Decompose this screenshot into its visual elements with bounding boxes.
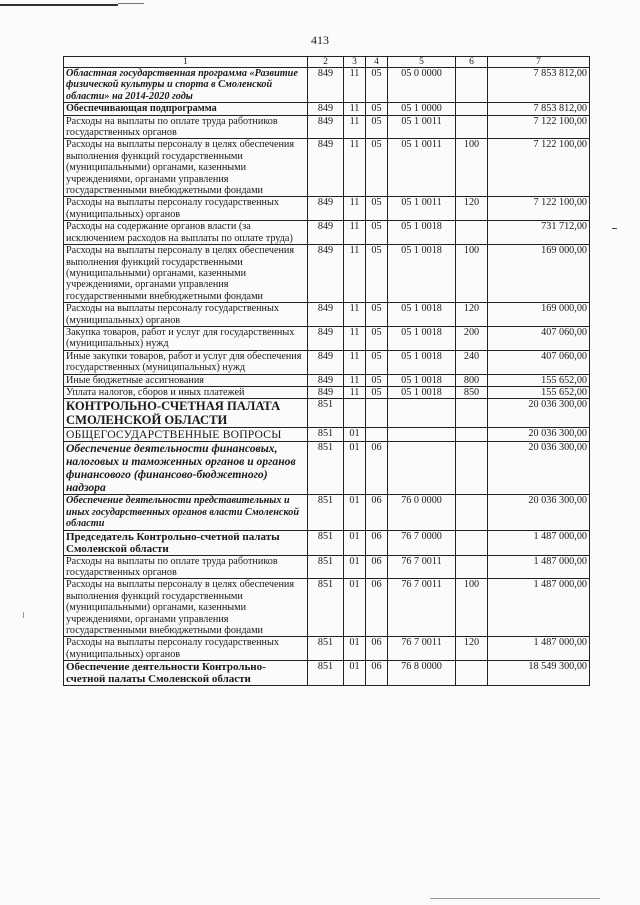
amount: 7 853 812,00: [488, 103, 590, 115]
amount: 155 652,00: [488, 374, 590, 386]
expense-type-code: 850: [456, 386, 488, 398]
scan-top-rule: [0, 4, 118, 6]
expense-type-code: 120: [456, 637, 488, 661]
ministry-code: 849: [308, 386, 344, 398]
target-article-code: [388, 399, 456, 428]
item-name: Расходы на выплаты персоналу в целях обеспечения выполнения функций государственными (муниципальными) органами, казенными учреждениями, органами управления государственными внебюджетными фондами: [64, 139, 308, 197]
target-article-code: 05 1 0011: [388, 139, 456, 197]
item-name: ОБЩЕГОСУДАРСТВЕННЫЕ ВОПРОСЫ: [64, 428, 308, 442]
item-name: Обеспечение деятельности финансовых, налоговых и таможенных органов и органов финансового (финансово-бюджетного) надзора: [64, 442, 308, 495]
item-name: Обеспечение деятельности представительных и иных государственных органов власти Смоленской области: [64, 495, 308, 530]
section-code: 11: [344, 103, 366, 115]
ministry-code: 849: [308, 374, 344, 386]
subsection-code: 05: [366, 245, 388, 303]
amount: 20 036 300,00: [488, 495, 590, 530]
table-row: [64, 637, 590, 661]
expense-type-code: [456, 495, 488, 530]
amount: 407 060,00: [488, 350, 590, 374]
table-row: [64, 495, 590, 530]
target-article-code: 05 0 0000: [388, 68, 456, 103]
item-name: Расходы на выплаты персоналу государственных (муниципальных) органов: [64, 637, 308, 661]
target-article-code: 05 1 0000: [388, 103, 456, 115]
ministry-code: 851: [308, 579, 344, 637]
item-name: Обеспечивающая подпрограмма: [64, 103, 308, 115]
expense-type-code: [456, 442, 488, 495]
header-cell: 1: [64, 57, 308, 68]
subsection-code: 06: [366, 495, 388, 530]
expense-type-code: 100: [456, 579, 488, 637]
target-article-code: 05 1 0018: [388, 326, 456, 350]
amount: 731 712,00: [488, 221, 590, 245]
item-name: КОНТРОЛЬНО-СЧЕТНАЯ ПАЛАТА СМОЛЕНСКОЙ ОБЛАСТИ: [64, 399, 308, 428]
ministry-code: 849: [308, 245, 344, 303]
section-code: 11: [344, 386, 366, 398]
subsection-code: 05: [366, 303, 388, 327]
target-article-code: 05 1 0018: [388, 303, 456, 327]
target-article-code: 76 7 0011: [388, 555, 456, 579]
amount: 1 487 000,00: [488, 637, 590, 661]
section-code: 11: [344, 139, 366, 197]
section-code: 11: [344, 221, 366, 245]
table-row: [64, 350, 590, 374]
section-code: 11: [344, 245, 366, 303]
ministry-code: 849: [308, 326, 344, 350]
amount: 1 487 000,00: [488, 530, 590, 555]
target-article-code: 05 1 0018: [388, 221, 456, 245]
scan-top-rule-tail: [118, 3, 144, 4]
header-cell: 3: [344, 57, 366, 68]
target-article-code: 05 1 0018: [388, 350, 456, 374]
section-code: 01: [344, 555, 366, 579]
ministry-code: 849: [308, 115, 344, 139]
section-code: 11: [344, 197, 366, 221]
header-cell: 7: [488, 57, 590, 68]
expense-type-code: 100: [456, 139, 488, 197]
amount: 407 060,00: [488, 326, 590, 350]
subsection-code: 06: [366, 579, 388, 637]
item-name: Иные закупки товаров, работ и услуг для обеспечения государственных (муниципальных) нужд: [64, 350, 308, 374]
target-article-code: 76 7 0011: [388, 637, 456, 661]
section-code: 11: [344, 350, 366, 374]
subsection-code: 05: [366, 374, 388, 386]
section-code: 01: [344, 495, 366, 530]
ministry-code: 849: [308, 221, 344, 245]
amount: 7 122 100,00: [488, 197, 590, 221]
section-code: 11: [344, 374, 366, 386]
ministry-code: 851: [308, 555, 344, 579]
amount: 169 000,00: [488, 303, 590, 327]
section-code: 11: [344, 303, 366, 327]
header-cell: 6: [456, 57, 488, 68]
ministry-code: 851: [308, 442, 344, 495]
target-article-code: [388, 428, 456, 442]
item-name: Расходы на выплаты персоналу государственных (муниципальных) органов: [64, 303, 308, 327]
target-article-code: 76 7 0000: [388, 530, 456, 555]
section-code: 11: [344, 326, 366, 350]
table-row: [64, 221, 590, 245]
amount: 20 036 300,00: [488, 442, 590, 495]
item-name: Расходы на выплаты персоналу в целях обеспечения выполнения функций государственными (муниципальными) органами, казенными учреждениями, органами управления государственными внебюджетными фондами: [64, 579, 308, 637]
table-row: [64, 139, 590, 197]
expense-type-code: [456, 428, 488, 442]
subsection-code: 05: [366, 197, 388, 221]
scan-speck: [23, 612, 24, 618]
amount: 155 652,00: [488, 386, 590, 398]
table-row: [64, 245, 590, 303]
section-code: 01: [344, 530, 366, 555]
amount: 20 036 300,00: [488, 428, 590, 442]
section-code: 01: [344, 661, 366, 686]
amount: 20 036 300,00: [488, 399, 590, 428]
table-row: [64, 661, 590, 686]
header-cell: 2: [308, 57, 344, 68]
subsection-code: 06: [366, 442, 388, 495]
expense-type-code: [456, 555, 488, 579]
amount: 169 000,00: [488, 245, 590, 303]
target-article-code: 05 1 0011: [388, 197, 456, 221]
target-article-code: 76 8 0000: [388, 661, 456, 686]
expense-type-code: 100: [456, 245, 488, 303]
subsection-code: 05: [366, 68, 388, 103]
section-code: 01: [344, 579, 366, 637]
ministry-code: 849: [308, 303, 344, 327]
subsection-code: 05: [366, 326, 388, 350]
ministry-code: 851: [308, 637, 344, 661]
target-article-code: 76 0 0000: [388, 495, 456, 530]
expense-type-code: 200: [456, 326, 488, 350]
item-name: Расходы на выплаты персоналу государственных (муниципальных) органов: [64, 197, 308, 221]
amount: 7 122 100,00: [488, 139, 590, 197]
ministry-code: 849: [308, 350, 344, 374]
scan-bottom-rule: [430, 898, 600, 899]
target-article-code: 05 1 0011: [388, 115, 456, 139]
amount: 1 487 000,00: [488, 579, 590, 637]
subsection-code: 05: [366, 350, 388, 374]
subsection-code: 06: [366, 661, 388, 686]
target-article-code: 05 1 0018: [388, 386, 456, 398]
item-name: Иные бюджетные ассигнования: [64, 374, 308, 386]
expense-type-code: 240: [456, 350, 488, 374]
target-article-code: 05 1 0018: [388, 374, 456, 386]
header-cell: 5: [388, 57, 456, 68]
table-row: [64, 303, 590, 327]
subsection-code: 05: [366, 139, 388, 197]
expense-type-code: [456, 115, 488, 139]
ministry-code: 851: [308, 530, 344, 555]
scan-speck: [612, 228, 617, 229]
amount: 7 853 812,00: [488, 68, 590, 103]
amount: 7 122 100,00: [488, 115, 590, 139]
table-row: [64, 326, 590, 350]
subsection-code: [366, 399, 388, 428]
item-name: Председатель Контрольно-счетной палаты Смоленской области: [64, 530, 308, 555]
table-row: [64, 374, 590, 386]
item-name: Расходы на выплаты по оплате труда работников государственных органов: [64, 555, 308, 579]
item-name: Закупка товаров, работ и услуг для государственных (муниципальных) нужд: [64, 326, 308, 350]
expense-type-code: [456, 530, 488, 555]
item-name: Обеспечение деятельности Контрольно-счетной палаты Смоленской области: [64, 661, 308, 686]
expense-type-code: [456, 661, 488, 686]
ministry-code: 849: [308, 68, 344, 103]
header-cell: 4: [366, 57, 388, 68]
subsection-code: 05: [366, 386, 388, 398]
target-article-code: [388, 442, 456, 495]
expense-type-code: 800: [456, 374, 488, 386]
table-row: [64, 68, 590, 103]
expense-type-code: 120: [456, 197, 488, 221]
expense-type-code: 120: [456, 303, 488, 327]
section-code: 01: [344, 428, 366, 442]
table-row: [64, 530, 590, 555]
section-code: 01: [344, 442, 366, 495]
expense-type-code: [456, 221, 488, 245]
section-code: 01: [344, 637, 366, 661]
section-code: 11: [344, 68, 366, 103]
ministry-code: 849: [308, 139, 344, 197]
table-row: [64, 579, 590, 637]
page-number: 413: [311, 33, 329, 47]
table-row: [64, 197, 590, 221]
amount: 18 549 300,00: [488, 661, 590, 686]
budget-table: [63, 56, 590, 686]
ministry-code: 849: [308, 197, 344, 221]
subsection-code: 06: [366, 637, 388, 661]
table-row: [64, 115, 590, 139]
expense-type-code: [456, 399, 488, 428]
expense-type-code: [456, 103, 488, 115]
item-name: Расходы на содержание органов власти (за исключением расходов на выплаты по оплате труда): [64, 221, 308, 245]
header-row: [64, 57, 590, 68]
target-article-code: 05 1 0018: [388, 245, 456, 303]
item-name: Уплата налогов, сборов и иных платежей: [64, 386, 308, 398]
ministry-code: 851: [308, 661, 344, 686]
subsection-code: 05: [366, 103, 388, 115]
item-name: Расходы на выплаты по оплате труда работников государственных органов: [64, 115, 308, 139]
table-row: [64, 442, 590, 495]
item-name: Расходы на выплаты персоналу в целях обеспечения выполнения функций государственными (муниципальными) органами, казенными учреждениями, органами управления государственными внебюджетными фондами: [64, 245, 308, 303]
table-row: [64, 399, 590, 428]
ministry-code: 851: [308, 495, 344, 530]
table-row: [64, 555, 590, 579]
subsection-code: 06: [366, 530, 388, 555]
ministry-code: 851: [308, 399, 344, 428]
table-row: [64, 428, 590, 442]
amount: 1 487 000,00: [488, 555, 590, 579]
ministry-code: 851: [308, 428, 344, 442]
subsection-code: 05: [366, 221, 388, 245]
section-code: 11: [344, 115, 366, 139]
table-row: [64, 103, 590, 115]
section-code: [344, 399, 366, 428]
ministry-code: 849: [308, 103, 344, 115]
subsection-code: 05: [366, 115, 388, 139]
target-article-code: 76 7 0011: [388, 579, 456, 637]
table-row: [64, 386, 590, 398]
subsection-code: [366, 428, 388, 442]
item-name: Областная государственная программа «Развитие физической культуры и спорта в Смоленской области» на 2014-2020 годы: [64, 68, 308, 103]
subsection-code: 06: [366, 555, 388, 579]
expense-type-code: [456, 68, 488, 103]
